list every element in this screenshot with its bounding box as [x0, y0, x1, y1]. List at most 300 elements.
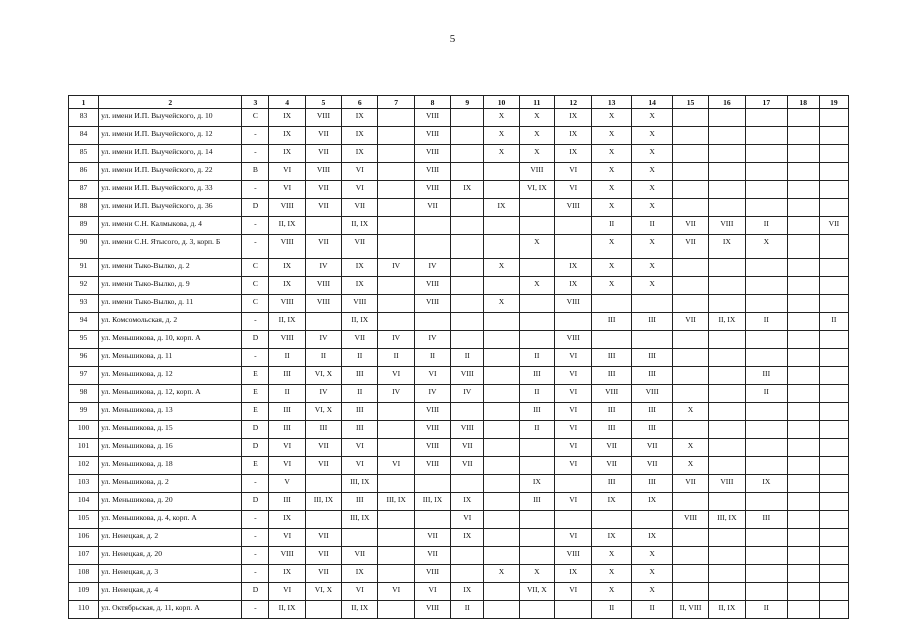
table-cell: VII [673, 235, 708, 259]
table-cell: III [631, 403, 673, 421]
table-cell: X [592, 145, 631, 163]
table-cell [592, 295, 631, 313]
table-cell: VIII [451, 421, 484, 439]
table-cell [673, 163, 708, 181]
table-cell [819, 277, 848, 295]
row-number-cell: 100 [69, 421, 99, 439]
table-row [69, 439, 849, 457]
table-cell: VI [414, 367, 450, 385]
table-cell [708, 493, 745, 511]
table-cell [819, 259, 848, 277]
table-cell: III [269, 493, 305, 511]
table-cell [673, 493, 708, 511]
table-cell: IX [708, 235, 745, 259]
table-cell [819, 127, 848, 145]
table-cell: X [592, 235, 631, 259]
row-number-cell: 102 [69, 457, 99, 475]
table-cell [708, 109, 745, 127]
table-cell [484, 475, 519, 493]
header-cell: 14 [631, 96, 673, 109]
table-cell [819, 475, 848, 493]
address-cell: ул. имени Тыко-Вылко, д. 11 [99, 295, 242, 313]
table-cell: III, IX [414, 493, 450, 511]
table-row [69, 217, 849, 235]
table-row [69, 295, 849, 313]
header-cell: 19 [819, 96, 848, 109]
table-row [69, 163, 849, 181]
table-cell: VIII [269, 199, 305, 217]
table-cell [378, 235, 414, 259]
table-cell [708, 259, 745, 277]
address-cell: ул. Меньшикова, д. 15 [99, 421, 242, 439]
table-cell: II [519, 349, 554, 367]
table-cell: IV [414, 385, 450, 403]
table-cell [819, 583, 848, 601]
table-cell: VII [305, 181, 341, 199]
table-cell [708, 295, 745, 313]
row-number-cell: 106 [69, 529, 99, 547]
table-cell [484, 217, 519, 235]
table-cell: II [269, 385, 305, 403]
table-cell [819, 295, 848, 313]
address-cell: ул. Ненецкая, д. 3 [99, 565, 242, 583]
table-cell [819, 367, 848, 385]
table-cell: VIII [305, 277, 341, 295]
table-cell: VI [555, 163, 592, 181]
table-cell [819, 181, 848, 199]
table-cell [787, 259, 819, 277]
table-cell [673, 145, 708, 163]
table-cell: VI [555, 439, 592, 457]
table-cell: IV [305, 259, 341, 277]
table-cell: - [242, 475, 269, 493]
table-cell [673, 349, 708, 367]
table-row [69, 349, 849, 367]
table-cell [451, 403, 484, 421]
table-cell: IX [269, 127, 305, 145]
table-cell: VIII [555, 331, 592, 349]
table-cell: II [305, 349, 341, 367]
table-cell: VII [451, 457, 484, 475]
table-cell [484, 385, 519, 403]
table-cell: VI [342, 163, 378, 181]
table-cell: III [631, 313, 673, 331]
table-cell [631, 295, 673, 313]
table-cell [746, 109, 788, 127]
table-cell [787, 367, 819, 385]
table-cell [819, 421, 848, 439]
table-cell [378, 313, 414, 331]
table-cell: VI [378, 457, 414, 475]
table-cell [819, 511, 848, 529]
table-cell [631, 331, 673, 349]
table-cell [484, 367, 519, 385]
table-cell [708, 127, 745, 145]
table-cell [787, 403, 819, 421]
table-cell: III [631, 367, 673, 385]
table-cell [819, 601, 848, 619]
table-cell: II [631, 217, 673, 235]
row-number-cell: 99 [69, 403, 99, 421]
table-cell [787, 217, 819, 235]
table-cell [484, 547, 519, 565]
table-cell [746, 127, 788, 145]
table-cell [414, 511, 450, 529]
table-cell: D [242, 331, 269, 349]
table-cell: VI [555, 529, 592, 547]
table-cell [484, 457, 519, 475]
table-cell: VI [378, 583, 414, 601]
table-cell [555, 601, 592, 619]
row-number-cell: 95 [69, 331, 99, 349]
table-cell: VII [451, 439, 484, 457]
table-cell [708, 163, 745, 181]
table-cell: VII [342, 235, 378, 259]
table-cell: IX [269, 277, 305, 295]
table-cell: VIII [342, 295, 378, 313]
table-cell [787, 349, 819, 367]
table-cell [787, 127, 819, 145]
table-cell: IX [555, 145, 592, 163]
table-cell: X [592, 565, 631, 583]
table-cell [787, 163, 819, 181]
address-cell: ул. Ненецкая, д. 2 [99, 529, 242, 547]
table-cell: X [631, 547, 673, 565]
table-cell: VIII [708, 475, 745, 493]
table-cell: IX [592, 493, 631, 511]
row-number-cell: 103 [69, 475, 99, 493]
table-cell: VIII [305, 109, 341, 127]
table-cell [414, 235, 450, 259]
table-cell [819, 385, 848, 403]
table-cell [787, 601, 819, 619]
table-cell [673, 277, 708, 295]
table-cell: III [592, 367, 631, 385]
table-cell [305, 601, 341, 619]
table-cell: X [746, 235, 788, 259]
table-cell: II, IX [269, 217, 305, 235]
address-cell: ул. Меньшикова, д. 12, корп. А [99, 385, 242, 403]
table-cell: X [519, 277, 554, 295]
table-cell [787, 511, 819, 529]
address-cell: ул. Меньшикова, д. 13 [99, 403, 242, 421]
table-cell: - [242, 511, 269, 529]
table-cell: VII [673, 475, 708, 493]
table-row [69, 277, 849, 295]
table-cell [414, 313, 450, 331]
table-cell [746, 163, 788, 181]
table-cell: D [242, 583, 269, 601]
table-cell: VI [342, 439, 378, 457]
table-cell: VI [555, 385, 592, 403]
table-cell [746, 277, 788, 295]
table-cell: III, IX [342, 511, 378, 529]
table-cell [378, 181, 414, 199]
table-cell: II, VIII [673, 601, 708, 619]
table-cell: VI [555, 367, 592, 385]
table-cell: VII [631, 457, 673, 475]
table-cell [819, 403, 848, 421]
table-cell: X [519, 109, 554, 127]
table-cell [787, 475, 819, 493]
header-cell: 13 [592, 96, 631, 109]
table-cell: VIII [414, 403, 450, 421]
row-number-cell: 110 [69, 601, 99, 619]
table-cell: IX [631, 493, 673, 511]
table-cell: III [592, 313, 631, 331]
table-cell: II [342, 349, 378, 367]
table-cell: IV [378, 331, 414, 349]
table-cell: VII [305, 127, 341, 145]
table-cell: - [242, 313, 269, 331]
table-cell [708, 529, 745, 547]
address-cell: ул. Меньшикова, д. 10, корп. А [99, 331, 242, 349]
table-cell: VIII [414, 457, 450, 475]
table-cell: VI [555, 583, 592, 601]
table-row [69, 199, 849, 217]
table-cell [451, 313, 484, 331]
address-cell: ул. Комсомольская, д. 2 [99, 313, 242, 331]
table-cell: IV [451, 385, 484, 403]
table-cell [673, 295, 708, 313]
table-cell: VI [269, 529, 305, 547]
table-cell: III [592, 475, 631, 493]
table-cell [484, 601, 519, 619]
table-cell: VIII [631, 385, 673, 403]
table-cell [451, 259, 484, 277]
table-cell: VI [555, 349, 592, 367]
header-cell: 8 [414, 96, 450, 109]
table-cell: VIII [269, 547, 305, 565]
table-cell [484, 235, 519, 259]
table-cell: VII [342, 547, 378, 565]
row-number-cell: 90 [69, 235, 99, 259]
table-cell [708, 277, 745, 295]
address-cell: ул. имени И.П. Выучейского, д. 12 [99, 127, 242, 145]
row-number-cell: 97 [69, 367, 99, 385]
table-cell: VIII [305, 163, 341, 181]
table-cell [451, 331, 484, 349]
table-cell: IV [378, 385, 414, 403]
table-cell: II, IX [342, 313, 378, 331]
table-cell: X [592, 181, 631, 199]
address-cell: ул. имени И.П. Выучейского, д. 22 [99, 163, 242, 181]
table-cell [708, 547, 745, 565]
table-cell [451, 145, 484, 163]
table-cell [484, 313, 519, 331]
table-cell: VII [305, 235, 341, 259]
table-cell [519, 313, 554, 331]
table-cell: VIII [414, 145, 450, 163]
row-number-cell: 94 [69, 313, 99, 331]
table-cell: VIII [414, 181, 450, 199]
table-cell: X [484, 565, 519, 583]
table-row [69, 547, 849, 565]
table-cell: VII [631, 439, 673, 457]
table-cell: VII [673, 313, 708, 331]
address-cell: ул. Меньшикова, д. 18 [99, 457, 242, 475]
table-cell [414, 217, 450, 235]
table-row [69, 109, 849, 127]
table-cell: VII [414, 547, 450, 565]
address-cell: ул. Меньшикова, д. 11 [99, 349, 242, 367]
table-body [69, 109, 849, 619]
table-cell: II [519, 385, 554, 403]
table-cell: VII [305, 439, 341, 457]
table-cell [519, 295, 554, 313]
table-cell [746, 547, 788, 565]
table-cell [342, 529, 378, 547]
table-cell: VIII [673, 511, 708, 529]
row-number-cell: 98 [69, 385, 99, 403]
header-cell: 3 [242, 96, 269, 109]
table-cell: D [242, 439, 269, 457]
table-cell [519, 547, 554, 565]
table-cell: VIII [414, 295, 450, 313]
table-cell: III [592, 349, 631, 367]
table-cell [484, 331, 519, 349]
table-cell: X [484, 295, 519, 313]
table-cell: IX [342, 127, 378, 145]
table-cell: VIII [414, 565, 450, 583]
table-cell: X [631, 163, 673, 181]
table-cell: VIII [708, 217, 745, 235]
table-cell: VI, IX [519, 181, 554, 199]
table-cell: IX [269, 109, 305, 127]
table-cell [746, 457, 788, 475]
table-cell: III [592, 403, 631, 421]
table-cell: IX [451, 181, 484, 199]
table-cell: D [242, 493, 269, 511]
table-cell: VII [305, 529, 341, 547]
table-cell: II [451, 349, 484, 367]
table-cell: III [519, 367, 554, 385]
table-cell: X [631, 127, 673, 145]
table-cell: VIII [451, 367, 484, 385]
table-cell: VIII [414, 109, 450, 127]
row-number-cell: 93 [69, 295, 99, 313]
table-cell [787, 529, 819, 547]
table-cell: IX [269, 511, 305, 529]
table-cell [555, 217, 592, 235]
table-cell [746, 349, 788, 367]
table-cell: II [592, 217, 631, 235]
table-cell [484, 511, 519, 529]
table-cell: III, IX [342, 475, 378, 493]
table-cell [378, 529, 414, 547]
table-cell: D [242, 199, 269, 217]
table-cell: X [484, 109, 519, 127]
table-cell [484, 439, 519, 457]
table-cell [673, 421, 708, 439]
table-cell: X [484, 145, 519, 163]
table-cell [378, 439, 414, 457]
table-cell [708, 385, 745, 403]
table-cell: VI, X [305, 403, 341, 421]
table-cell: II, IX [269, 313, 305, 331]
table-cell: X [484, 259, 519, 277]
row-number-cell: 86 [69, 163, 99, 181]
table-cell: VIII [305, 295, 341, 313]
table-cell: VI [378, 367, 414, 385]
table-cell [746, 403, 788, 421]
row-number-cell: 88 [69, 199, 99, 217]
table-cell: III, IX [305, 493, 341, 511]
table-cell: C [242, 259, 269, 277]
table-cell: VIII [414, 163, 450, 181]
table-cell [451, 163, 484, 181]
table-cell [708, 199, 745, 217]
table-cell [819, 163, 848, 181]
table-cell [787, 421, 819, 439]
table-cell: VI [342, 583, 378, 601]
address-cell: ул. Ненецкая, д. 20 [99, 547, 242, 565]
row-number-cell: 108 [69, 565, 99, 583]
row-number-cell: 89 [69, 217, 99, 235]
table-cell [378, 475, 414, 493]
table-cell [592, 511, 631, 529]
table-cell [673, 259, 708, 277]
table-cell [787, 457, 819, 475]
table-cell [787, 277, 819, 295]
table-cell [819, 199, 848, 217]
table-cell [746, 439, 788, 457]
table-cell: E [242, 385, 269, 403]
table-cell: III [519, 403, 554, 421]
table-cell [819, 457, 848, 475]
table-cell: X [631, 565, 673, 583]
table-cell [484, 403, 519, 421]
table-cell [673, 181, 708, 199]
row-number-cell: 87 [69, 181, 99, 199]
table-cell [708, 439, 745, 457]
address-cell: ул. имени И.П. Выучейского, д. 14 [99, 145, 242, 163]
table-cell: IX [555, 259, 592, 277]
table-cell [555, 475, 592, 493]
table-cell: IX [269, 259, 305, 277]
table-cell [787, 547, 819, 565]
table-cell [305, 313, 341, 331]
table-cell: IV [378, 259, 414, 277]
table-cell: - [242, 217, 269, 235]
table-cell [484, 421, 519, 439]
table-cell: VIII [592, 385, 631, 403]
table-cell [519, 601, 554, 619]
table-cell: IX [269, 565, 305, 583]
table-cell: II, IX [708, 601, 745, 619]
table-cell [555, 511, 592, 529]
table-cell [787, 235, 819, 259]
table-cell: II [746, 217, 788, 235]
table-cell [378, 295, 414, 313]
table-cell: IX [451, 493, 484, 511]
table-cell: II [746, 313, 788, 331]
table-cell: III [305, 421, 341, 439]
table-cell: III [592, 421, 631, 439]
table-cell: VIII [555, 547, 592, 565]
table-cell: II [592, 601, 631, 619]
table-cell: VII [342, 199, 378, 217]
table-cell: VII [305, 199, 341, 217]
table-cell: IX [555, 277, 592, 295]
table-cell: C [242, 295, 269, 313]
table-cell [519, 217, 554, 235]
table-cell: X [592, 163, 631, 181]
table-cell [673, 583, 708, 601]
table-cell: VI [555, 457, 592, 475]
table-cell: II [451, 601, 484, 619]
table-cell: II, IX [342, 217, 378, 235]
